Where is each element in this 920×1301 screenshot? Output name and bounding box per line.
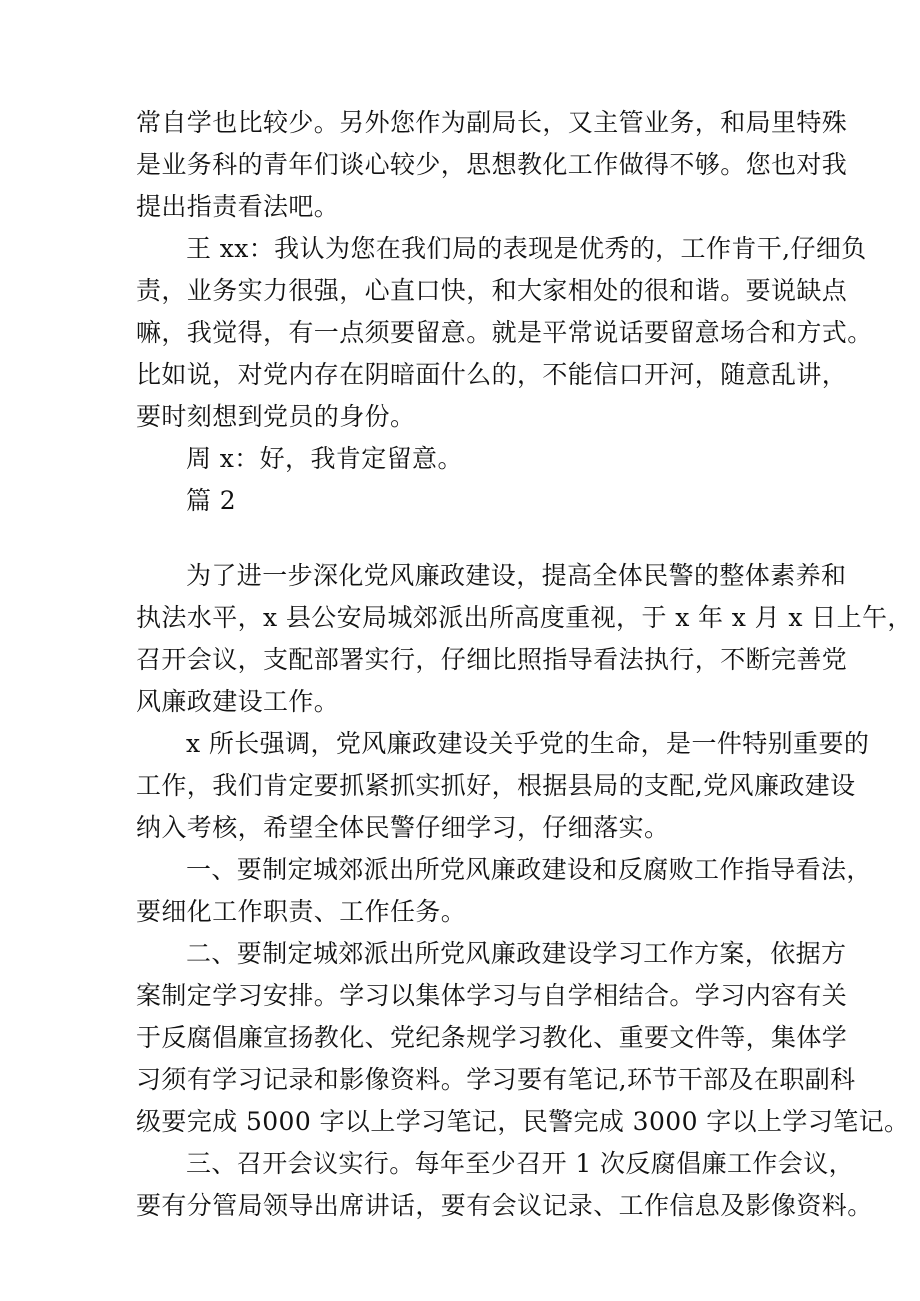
text-line: 提出指责看法吧。 [136,192,340,221]
text-line: 三、召开会议实行。每年至少召开 1 次反腐倡廉工作会议， [186,1149,855,1178]
text-line: 要有分管局领导出席讲话，要有会议记录、工作信息及影像资料。 [136,1191,873,1220]
section-heading: 篇 2 [186,486,237,515]
text-line: 为了进一步深化党风廉政建设，提高全体民警的整体素养和 [186,561,847,590]
text-line: 比如说，对党内存在阴暗面什么的，不能信口开河，随意乱讲， [136,360,848,389]
text-line: 案制定学习安排。学习以集体学习与自学相结合。学习内容有关 [136,981,848,1010]
text-line: 是业务科的青年们谈心较少，思想教化工作做得不够。您也对我 [136,150,848,179]
text-line: 二、要制定城郊派出所党风廉政建设学习工作方案，依据方 [186,939,847,968]
text-line: x 所长强调，党风廉政建设关乎党的生命，是一件特别重要的 [186,729,870,758]
text-line: 纳入考核，希望全体民警仔细学习，仔细落实。 [136,813,670,842]
text-line: 周 x：好，我肯定留意。 [186,444,463,473]
text-line: 常自学也比较少。另外您作为副局长，又主管业务，和局里特殊 [136,108,848,137]
text-line: 于反腐倡廉宣扬教化、党纪条规学习教化、重要文件等，集体学 [136,1023,848,1052]
text-line: 王 xx：我认为您在我们局的表现是优秀的，工作肯干,仔细负 [186,234,867,263]
text-line: 召开会议，支配部署实行，仔细比照指导看法执行，不断完善党 [136,645,848,674]
text-line: 一、要制定城郊派出所党风廉政建设和反腐败工作指导看法， [186,855,872,884]
text-line: 要细化工作职责、工作任务。 [136,897,467,926]
text-line: 习须有学习记录和影像资料。学习要有笔记,环节干部及在职副科 [136,1065,856,1094]
text-line: 要时刻想到党员的身份。 [136,402,416,431]
text-line: 嘛，我觉得，有一点须要留意。就是平常说话要留意场合和方式。 [136,318,873,347]
text-line: 风廉政建设工作。 [136,687,340,716]
text-line: 级要完成 5000 字以上学习笔记，民警完成 3000 字以上学习笔记。 [136,1107,910,1136]
text-line: 责，业务实力很强，心直口快，和大家相处的很和谐。要说缺点 [136,276,848,305]
text-line: 执法水平，x 县公安局城郊派出所高度重视，于 x 年 x 月 x 日上午， [136,603,913,632]
text-line: 工作，我们肯定要抓紧抓实抓好，根据县局的支配,党风廉政建设 [136,771,856,800]
